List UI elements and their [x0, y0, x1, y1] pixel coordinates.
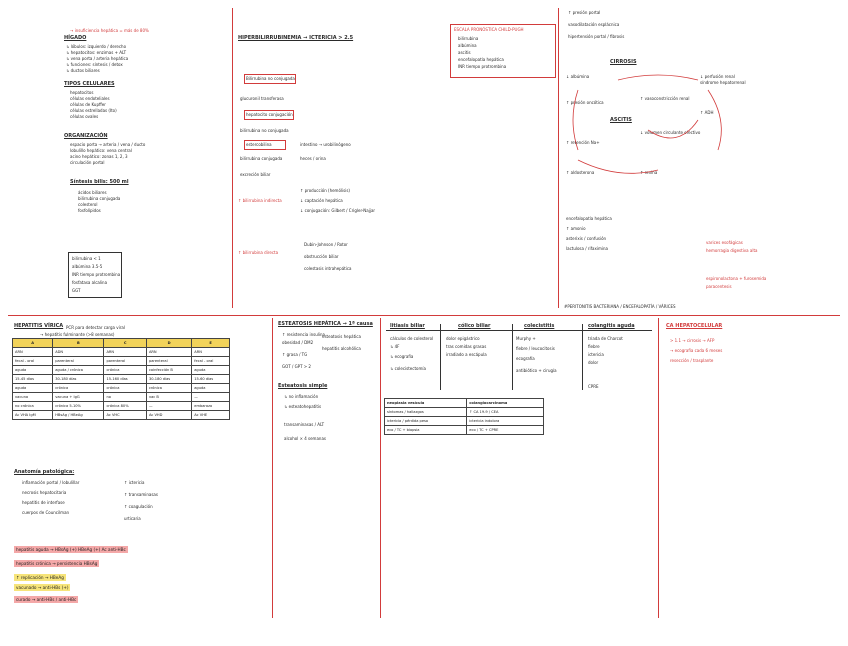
column-divider [272, 318, 273, 618]
list-item: circulación portal [70, 160, 105, 165]
table-row [13, 402, 230, 411]
divider [386, 330, 652, 331]
table-cell: aguda [13, 384, 53, 393]
list-item: ↳ funciones: síntesis / detox [66, 62, 123, 67]
box-label: Bilirrubina no conjugada [246, 76, 295, 81]
subheading: ↑ bilirrubina indirecta [238, 198, 282, 203]
list-item: bilirrubina no conjugada [240, 128, 289, 133]
table-cell: síntomas / hallazgos [385, 408, 467, 417]
list-item: bilirrubina [458, 36, 479, 41]
table-cell: ADN [53, 348, 104, 357]
section-title: Anatomía patológica: [14, 469, 75, 475]
list-item: ↳ 4F [390, 344, 400, 349]
table-row [13, 411, 230, 420]
list-item: INR tiempo protrombina [458, 64, 507, 69]
column-divider [658, 318, 659, 618]
list-item: hepatitis de interfase [22, 500, 65, 505]
list-item: hepatitis alcohólica [322, 346, 361, 351]
table-cell: aguda [192, 366, 230, 375]
list-item: CPRE [588, 384, 599, 389]
list-item: ↑ amonio [566, 226, 586, 231]
list-item: ↑ coagulación [124, 504, 153, 509]
table-cell: 15-60 días [192, 375, 230, 384]
table-cell: Ac VHA IgM [13, 411, 53, 420]
list-item: colesterol [78, 202, 98, 207]
list-item: esteatosis hepática [322, 334, 361, 339]
column-title: colecistitis [524, 323, 555, 329]
list-item: ↳ ductos biliares [66, 68, 100, 73]
list-item: albúmina 3.5-5 [72, 264, 103, 269]
list-item: irradiado a escápula [446, 352, 487, 357]
table-cell: ARN [146, 348, 191, 357]
table-header: B [53, 339, 104, 348]
list-item: ↳ hepatocitos: enzimas + ALT [66, 50, 127, 55]
list-item: Murphy + [516, 336, 536, 341]
list-item: células de Kupffer [70, 102, 106, 107]
box-label: estercobilina [246, 142, 272, 147]
note: → hepatitis fulminante (>8 semanas) [40, 332, 115, 337]
table-cell: 15-160 días [104, 375, 146, 384]
table-cell: eco / TC + CPRE [467, 426, 544, 435]
table-header: E [192, 339, 230, 348]
table-cell: eco / TC + biopsia [385, 426, 467, 435]
list-item: varices esofágicas [706, 240, 743, 245]
flow-node: ASCITIS [610, 117, 632, 123]
list-item: GGT [72, 288, 81, 293]
table-cell: Ac VHE [192, 411, 230, 420]
table-row [385, 426, 544, 435]
table-cell: aguda / crónica [53, 366, 104, 375]
list-item: ↓ conjugación: Gilbert / Crigler-Najjar [300, 208, 376, 213]
section-title: HEPATITIS VÍRICA [14, 323, 64, 329]
list-item: ↑ presión portal [568, 10, 601, 15]
list-item: ↳ ecografía [390, 354, 414, 359]
table-header: A [13, 339, 53, 348]
list-item: cálculos de colesterol [390, 336, 434, 341]
subtitle: PCR para detectar carga viral [66, 325, 125, 330]
list-item: ↳ vena porta / arteria hepática [66, 56, 129, 61]
table-cell: 15-45 días [13, 375, 53, 384]
list-item: urticaria [124, 516, 141, 521]
list-item: encefalopatía hepática [566, 216, 612, 221]
list-item: células ovales [70, 114, 99, 119]
table-cell: — [192, 393, 230, 402]
list-item: ↑ ictericia [124, 480, 145, 485]
list-item: necrosis hepatocitaria [22, 490, 67, 495]
table-row [385, 408, 544, 417]
list-item: paracentesis [706, 284, 732, 289]
list-item: fosfolípidos [78, 208, 101, 213]
flow-node: ↑ renina [640, 170, 658, 175]
table-row [13, 375, 230, 384]
table-row [13, 366, 230, 375]
list-item: > 1.1 → cirrosis → AFP [670, 338, 715, 343]
table-cell: aguda [192, 384, 230, 393]
list-item: espacio porta → arteria / vena / ducto [70, 142, 146, 147]
list-item: excreción biliar [240, 172, 271, 177]
highlight-line: curado → anti-HBs / anti-HBc [16, 597, 77, 602]
table-cell: vacuna + IgG [53, 393, 104, 402]
list-item: antibiótico + cirugía [516, 368, 557, 373]
divider [582, 324, 583, 390]
list-item: dolor epigástrico [446, 336, 480, 341]
list-item: bilirrubina < 1 [72, 256, 101, 261]
list-item: triada de Charcot [588, 336, 623, 341]
table-cell: parenteral [146, 357, 191, 366]
table-cell: no crónica [13, 402, 53, 411]
list-item: bilirrubina conjugada [78, 196, 121, 201]
table-cell: crónica [53, 384, 104, 393]
table-cell: parenteral [104, 357, 146, 366]
table-cell: ARN [13, 348, 53, 357]
list-item: células estrelladas (Ito) [70, 108, 117, 113]
highlight-line: vacunado → anti-HBs (+) [16, 585, 69, 590]
legend: #PERITONITIS BACTERIANA / ENCEFALOPATÍA / VÁRICES [564, 304, 676, 309]
table-cell: crónica 80% [104, 402, 146, 411]
list-item: heces / orina [300, 156, 326, 161]
flow-node: ↓ volumen circulante efectivo [640, 130, 701, 135]
list-item: lactulosa / rifaximina [566, 246, 608, 251]
list-item: ↑ resistencia insulina [282, 332, 325, 337]
list-item: fosfatasa alcalina [72, 280, 108, 285]
list-item: → ecografía cada 6 meses [670, 348, 723, 353]
table-row [13, 357, 230, 366]
table-cell: vacuna [13, 393, 53, 402]
section-title: TIPOS CELULARES [64, 81, 115, 87]
table-cell: ictericia / pérdida peso [385, 417, 467, 426]
box-label: hepatocito conjugación [246, 112, 293, 117]
table-header: C [104, 339, 146, 348]
section-title: HIPERBILIRRUBINEMIA → ICTERICIA > 2.5 [238, 35, 354, 41]
list-item: vasodilatación esplácnica [568, 22, 620, 27]
list-item: ictericia [588, 352, 604, 357]
annotation: → insuficiencia hepática = más de 80% [70, 28, 149, 33]
highlight-line: ↑ replicación → HBeAg [16, 575, 64, 580]
section-title: CIRROSIS [610, 59, 637, 65]
list-item: albúmina [458, 43, 477, 48]
list-item: fiebre [588, 344, 600, 349]
list-item: ↑ producción (hemólisis) [300, 188, 350, 193]
flow-node: ↑ ADH [700, 110, 714, 115]
subheading: ↑ bilirrubina directa [238, 250, 279, 255]
table-cell: Ac VHD [146, 411, 191, 420]
table-cell: Ac VHC [104, 411, 146, 420]
table-cell: — [146, 402, 191, 411]
flow-node: ↑ aldosterona [566, 170, 595, 175]
list-item: ↳ no inflamación [284, 394, 319, 399]
table-cell: fecal - oral [192, 357, 230, 366]
list-item: asterixis / confusión [566, 236, 607, 241]
section-title: HÍGADO [64, 35, 87, 41]
table-cell: HBsAg / HBeAg [53, 411, 104, 420]
list-item: INR tiempo protrombina [72, 272, 121, 277]
list-item: dolor [588, 360, 599, 365]
list-item: ácidos biliares [78, 190, 107, 195]
section-title: ESTEATOSIS HEPÁTICA → 1ª causa [278, 321, 373, 327]
list-item: fiebre / leucocitosis [516, 346, 555, 351]
table-cell: crónica [104, 366, 146, 375]
list-item: lobulillo hepático: vena central [70, 148, 132, 153]
box-title: ESCALA PRONÓSTICA CHILD-PUGH [454, 27, 524, 32]
table-cell: no [104, 393, 146, 402]
list-item: GOT / GPT > 2 [282, 364, 311, 369]
section-title: Síntesis bilis: 500 ml [70, 179, 129, 185]
flow-node: ↑ presión oncótica [566, 100, 604, 105]
divider [440, 324, 441, 390]
table-cell: fecal - oral [13, 357, 53, 366]
flow-node: síndrome hepatorrenal [700, 80, 746, 85]
list-item: colestasis intrahepática [304, 266, 352, 271]
list-item: ↓ captación hepática [300, 198, 343, 203]
table-cell: ARN [192, 348, 230, 357]
list-item: células endoteliales [70, 96, 110, 101]
section-title: ORGANIZACIÓN [64, 133, 108, 139]
list-item: hipertensión portal / fibrosis [568, 34, 625, 39]
table-cell: crónica 5-10% [53, 402, 104, 411]
list-item: intestino → urobilinógeno [300, 142, 351, 147]
column-divider [380, 318, 381, 618]
list-item: tras comidas grasas [446, 344, 487, 349]
list-item: ↑ transaminasas [124, 492, 158, 497]
list-item: ↳ colecistectomía [390, 366, 426, 371]
column-title: colangitis aguda [588, 323, 635, 329]
table-cell: ↑ CA 19-9 / CEA [467, 408, 544, 417]
column-title: cólico biliar [458, 323, 491, 329]
list-item: inflamación portal / lobulillar [22, 480, 80, 485]
list-item: hepatocitos [70, 90, 94, 95]
table-row [13, 384, 230, 393]
list-item: cuerpos de Councilman [22, 510, 70, 515]
list-item: ↳ esteatohepatitis [284, 404, 322, 409]
list-item: hemorragia digestiva alta [706, 248, 758, 253]
list-item: glucuronil transferasa [240, 96, 284, 101]
flow-node: ↓ albúmina [566, 74, 590, 79]
table-cell: 30-180 días [53, 375, 104, 384]
flow-node: ↓ perfusión renal [700, 74, 735, 79]
hepatitis-table [12, 338, 230, 420]
flow-node: ↑ retención Na+ [566, 140, 600, 145]
list-item: encefalopatía hepática [458, 57, 504, 62]
table-header: colangiocarcinoma [467, 399, 544, 408]
list-item: ascitis [458, 50, 471, 55]
highlight-line: hepatitis crónica → persistencia HBsAg [16, 561, 98, 566]
column-title: litiasis biliar [390, 323, 425, 329]
table-cell: ictericia indolora [467, 417, 544, 426]
list-item: bilirrubina conjugada [240, 156, 283, 161]
highlight-line: hepatitis aguda → HBsAg (+) HBeAg (+) Ac anti-HBc [16, 547, 126, 552]
table-cell: coinfección B [146, 366, 191, 375]
list-item: ecografía [516, 356, 535, 361]
table-header: D [146, 339, 191, 348]
list-item: Dubin-Johnson / Rotor [304, 242, 348, 247]
list-item: resección / trasplante [670, 358, 714, 363]
table-cell: vac B [146, 393, 191, 402]
table-row [385, 417, 544, 426]
column-divider [232, 8, 233, 308]
list-item: acino hepático: zonas 1, 2, 3 [70, 154, 128, 159]
table-cell: embarazo [192, 402, 230, 411]
table-row [13, 393, 230, 402]
list-item: obstrucción biliar [304, 254, 339, 259]
section-divider [8, 315, 840, 316]
flow-node: ↑ vasoconstricción renal [640, 96, 690, 101]
list-item: ↑ grasa / TG [282, 352, 308, 357]
list-item: alcohol × 4 semanas [284, 436, 326, 441]
divider [512, 324, 513, 390]
list-item: ↳ lóbulos: izquierdo / derecho [66, 44, 127, 49]
neoplasia-table [384, 398, 544, 435]
table-cell: aguda [13, 366, 53, 375]
table-cell: parenteral [53, 357, 104, 366]
table-cell: 30-180 días [146, 375, 191, 384]
table-cell: ARN [104, 348, 146, 357]
section-title: Esteatosis simple [278, 383, 328, 389]
list-item: espironolactona + furosemida [706, 276, 767, 281]
table-header: neoplasia vesícula [385, 399, 467, 408]
cirrhosis-arrows [558, 60, 758, 190]
table-cell: crónica [146, 384, 191, 393]
list-item: obesidad / DM2 [282, 340, 314, 345]
section-title: CA HEPATOCELULAR [666, 323, 723, 329]
list-item: transaminasas / ALT [284, 422, 325, 427]
table-cell: crónica [104, 384, 146, 393]
